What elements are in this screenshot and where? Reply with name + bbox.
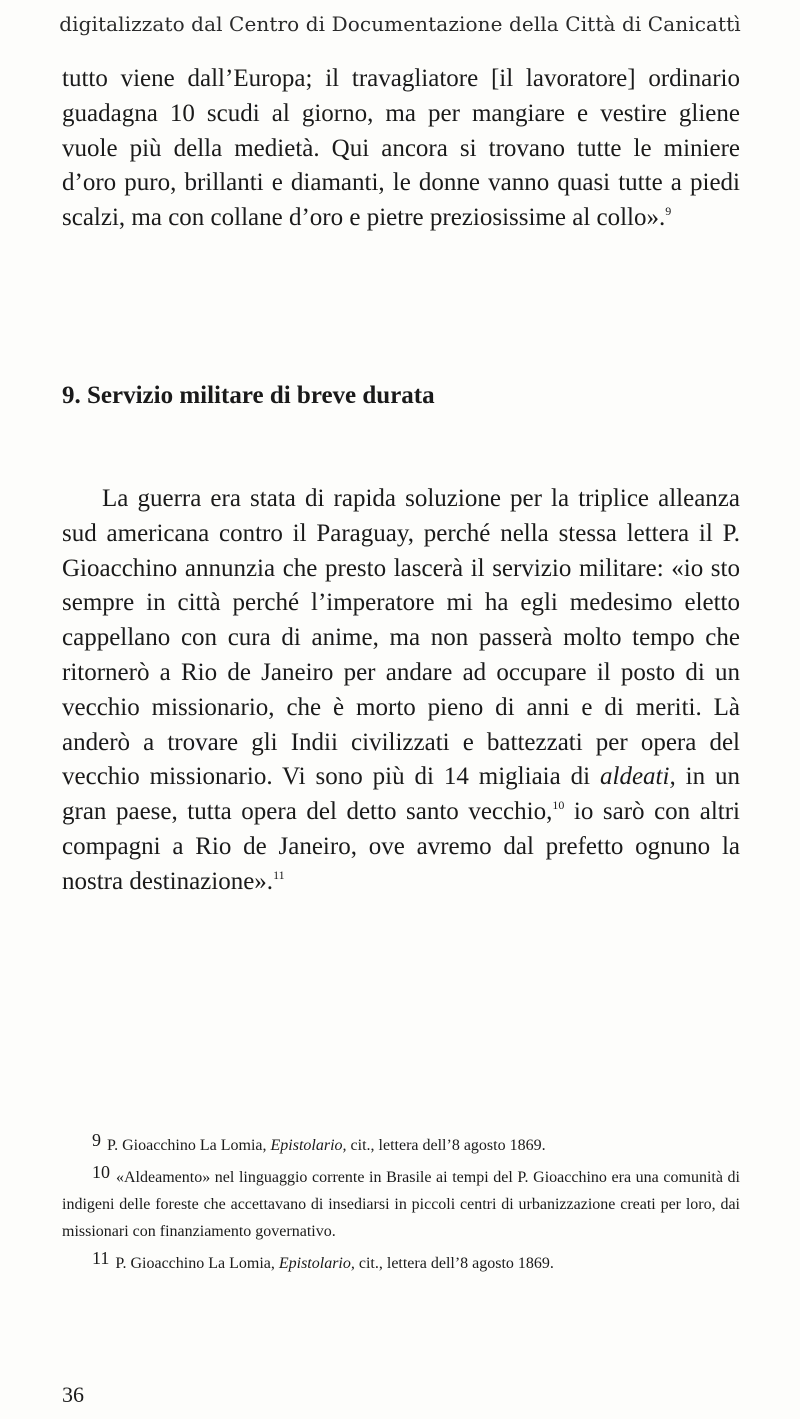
watermark-header: digitalizzato dal Centro di Documentazione della Città di Canicattì (59, 12, 741, 36)
footnote-text: cit., lettera dell’8 agosto 1869. (346, 1137, 546, 1154)
page-number: 36 (62, 1382, 84, 1407)
footnote-number: 9 (92, 1130, 101, 1150)
section-heading: 9. Servizio militare di breve durata (62, 382, 435, 409)
footnote-text: P. Gioacchino La Lomia, (107, 1137, 271, 1154)
footnote-text: P. Gioacchino La Lomia, (115, 1255, 279, 1272)
footnote-italic: Epistolario, (270, 1137, 347, 1154)
footnote-number: 11 (92, 1248, 110, 1268)
paragraph-2-part2: in un gran paese, tutta opera del detto santo vecchio, (62, 763, 740, 826)
paragraph-2-italic: aldeati, (600, 763, 676, 791)
footnote-9 (62, 1127, 740, 1159)
footnote-ref-9[interactable]: 9 (665, 204, 672, 219)
footnote-ref-11[interactable]: 11 (273, 867, 285, 882)
footnote-11 (62, 1245, 740, 1277)
paragraph-2 (62, 482, 740, 900)
paragraph-2-part1: La guerra era stata di rapida soluzione per la triplice alleanza sud americana contro il Paraguay, perché nella stessa lettera il P. Gioacchino annunzia che presto lascerà il servizio militare: «io sto sempre in città perché l’imperatore mi ha egli medesimo eletto cappellano con cura di anime, ma non passerà molto tempo che ritornerò a Rio de Janeiro per andare ad occupare il posto di un vecchio missionario, che è morto pieno di anni e di meriti. Là anderò a trovare gli Indii civilizzati e battezzati per opera del vecchio missionario. Vi sono più di 14 migliaia di (62, 485, 740, 791)
paragraph-1-text: tutto viene dall’Europa; il travagliatore [il lavoratore] ordinario guadagna 10 scudi al giorno, ma per mangiare e vestire gliene vuole più della medietà. Qui ancora si trovano tutte le miniere d’oro puro, brillanti e diamanti, le donne vanno quasi tutte a piedi scalzi, ma con collane d’oro e pietre preziosissime al collo». (62, 65, 740, 232)
paragraph-2-part3: io sarò con altri compagni a Rio de Janeiro, ove avremo dal prefetto ognuno la nostra destinazione». (62, 798, 741, 895)
footnote-ref-10[interactable]: 10 (552, 798, 565, 813)
footnote-italic: Epistolario, (278, 1255, 355, 1272)
footnote-10 (62, 1159, 740, 1245)
footnote-text: cit., lettera dell’8 agosto 1869. (354, 1255, 554, 1272)
footnote-number: 10 (92, 1162, 110, 1182)
footnote-text: «Aldeamento» nel linguaggio corrente in Brasile ai tempi del P. Gioacchino era una comunità di indigeni delle foreste che accettavano di insediarsi in piccoli centri di urbanizzazione creati per loro, dai missionari con finanziamento governativo. (62, 1169, 740, 1240)
paragraph-1 (62, 62, 740, 236)
footnotes (62, 1127, 740, 1277)
